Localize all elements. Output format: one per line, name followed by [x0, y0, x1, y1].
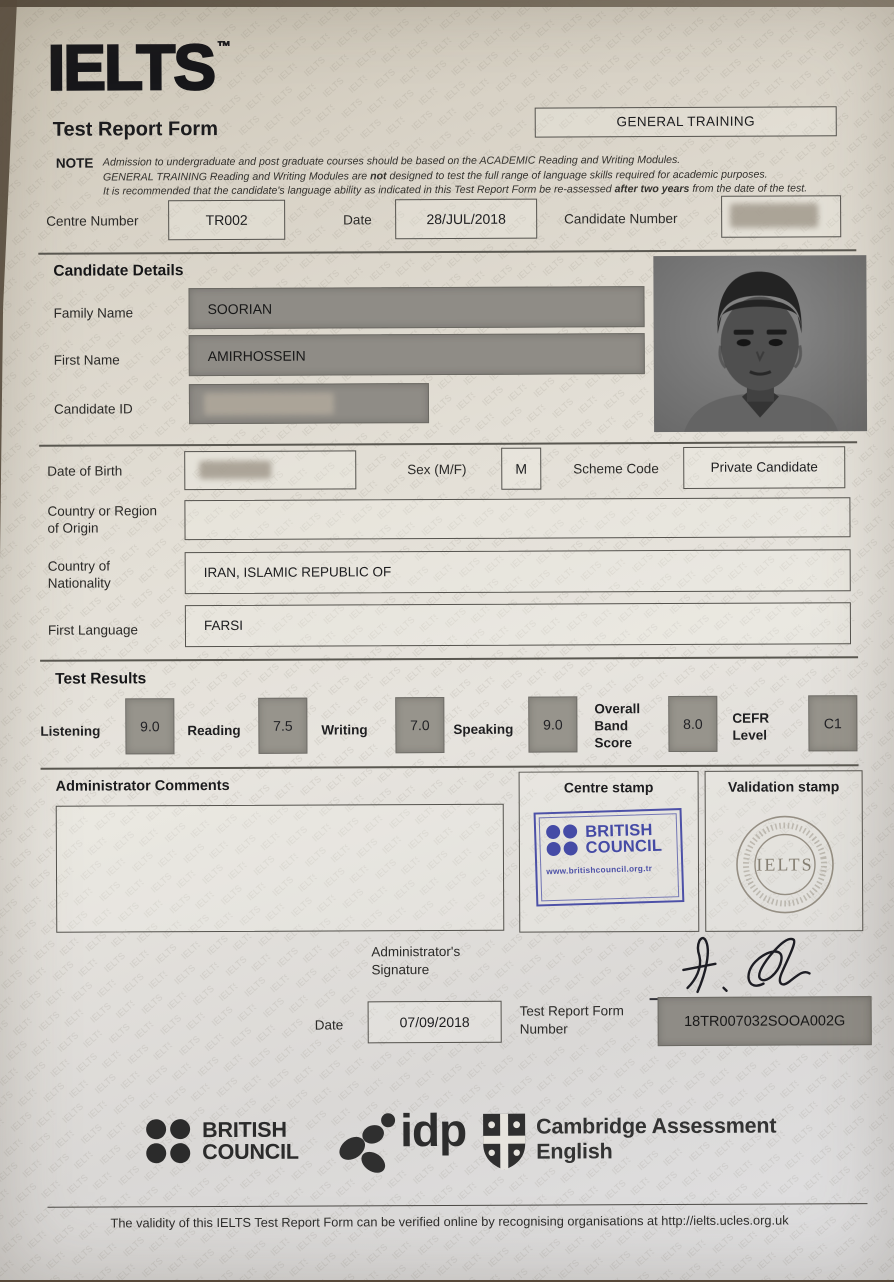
first-language-value: FARSI [203, 617, 243, 634]
validation-stamp-box [705, 770, 864, 932]
divider [39, 441, 857, 446]
redacted-candidate-number [730, 203, 818, 227]
scheme-code-value: Private Candidate [710, 459, 818, 475]
module-box [535, 106, 837, 137]
family-name-field [188, 286, 644, 329]
nationality-field [185, 549, 851, 594]
british-council-logo-text: BRITISH COUNCIL [202, 1117, 299, 1165]
cambridge-shield-icon [481, 1112, 527, 1172]
admin-comments-box [56, 804, 505, 933]
note-line-1: Admission to undergraduate and post graduate courses should be based on the ACADEMIC Reading and Writing Modules. [102, 153, 681, 169]
note-label: NOTE [55, 155, 94, 171]
origin-label: Country or Region of Origin [47, 503, 158, 536]
first-language-label: First Language [47, 622, 139, 638]
british-council-stamp [534, 808, 685, 906]
note-text [103, 152, 861, 199]
ielts-logo: IELTS ™ [47, 31, 232, 104]
centre-number-label: Centre Number [46, 213, 139, 229]
administrator-signature [671, 931, 861, 1000]
svg-text:IELTS: IELTS [756, 854, 814, 875]
sex-label: Sex (M/F) [407, 461, 467, 478]
british-council-dots-icon [545, 823, 580, 858]
divider [40, 656, 858, 661]
candidate-number-field [721, 195, 841, 238]
validation-stamp-label: Validation stamp [727, 778, 840, 795]
dob-label: Date of Birth [47, 463, 123, 479]
admin-date-value: 07/09/2018 [399, 1013, 470, 1031]
cefr-level-score: C1 [808, 695, 857, 751]
centre-stamp-box [519, 771, 700, 933]
verification-text: The validity of this IELTS Test Report Form can be verified online by recognising organisations at http://ielts.ucles.org.uk [110, 1212, 789, 1231]
admin-date-label: Date [314, 1017, 344, 1033]
writing-label: Writing [321, 722, 368, 738]
module-name: GENERAL TRAINING [616, 113, 755, 130]
origin-field [184, 497, 850, 540]
photo-edge-top [0, 0, 894, 7]
scheme-code-label: Scheme Code [573, 461, 659, 477]
nationality-value: IRAN, ISLAMIC REPUBLIC OF [203, 564, 392, 581]
idp-logo-text: idp [400, 1103, 467, 1157]
trf-number-value: 18TR007032SOOA002G [684, 1013, 846, 1030]
ielts-validation-seal [726, 805, 845, 924]
date-field [395, 199, 537, 240]
redacted-dob [199, 461, 271, 479]
stamp-org-line2: COUNCIL [585, 836, 663, 857]
idp-logo-icon [335, 1110, 397, 1176]
writing-score: 7.0 [395, 697, 444, 753]
first-language-field [185, 602, 851, 647]
british-council-logo-icon [145, 1118, 193, 1166]
candidate-id-field [189, 383, 429, 424]
reading-score: 7.5 [258, 698, 307, 754]
date-label: Date [343, 212, 372, 228]
stamp-url: www.britishcouncil.org.tr [546, 863, 653, 877]
reading-label: Reading [187, 722, 241, 739]
nationality-label: Country of Nationality [47, 558, 111, 591]
listening-label: Listening [40, 723, 101, 739]
sex-value: M [515, 460, 528, 477]
centre-stamp-label: Centre stamp [563, 779, 654, 796]
family-name-value: SOORIAN [207, 300, 273, 318]
form-title: Test Report Form [52, 117, 219, 141]
dob-field [184, 450, 356, 490]
candidate-number-label: Candidate Number [564, 210, 678, 227]
note-line-2: GENERAL TRAINING Reading and Writing Modules are not designed to test the full range of language skills required for academic purposes. [102, 168, 768, 184]
divider [41, 764, 859, 769]
speaking-label: Speaking [453, 721, 514, 737]
stamp-org-line1: BRITISH [584, 820, 653, 842]
overall-band-label: Overall Band Score [594, 701, 641, 751]
test-results-title: Test Results [55, 670, 147, 688]
family-name-label: Family Name [53, 305, 134, 321]
first-name-label: First Name [53, 352, 120, 368]
overall-band-score: 8.0 [668, 696, 717, 752]
cefr-level-label: CEFR Level [732, 710, 770, 743]
note-line-3: It is recommended that the candidate's language ability as indicated in this Test Report Form be re-assessed after two years from the date of the test. [103, 182, 808, 198]
sex-field [501, 448, 541, 490]
trf-number-label: Test Report Form Number [519, 1003, 624, 1037]
admin-date-field [368, 1001, 502, 1044]
trademark-symbol: ™ [216, 37, 232, 54]
cambridge-logo-text: Cambridge Assessment English [536, 1113, 777, 1164]
date-value: 28/JUL/2018 [426, 210, 506, 228]
footer-divider [47, 1203, 867, 1208]
admin-signature-label: Administrator's Signature [371, 943, 461, 978]
candidate-details-title: Candidate Details [53, 262, 184, 280]
centre-number-field [168, 200, 285, 241]
redacted-candidate-id [204, 392, 334, 415]
centre-number-value: TR002 [205, 211, 248, 229]
scheme-code-field [683, 446, 845, 489]
listening-score: 9.0 [125, 698, 174, 754]
admin-comments-label: Administrator Comments [55, 777, 230, 795]
first-name-field [189, 333, 645, 376]
candidate-id-label: Candidate ID [53, 401, 133, 417]
candidate-photo [653, 255, 867, 432]
speaking-score: 9.0 [528, 696, 577, 752]
trf-number-field [658, 996, 872, 1046]
divider [38, 249, 856, 254]
first-name-value: AMIRHOSSEIN [207, 347, 306, 365]
